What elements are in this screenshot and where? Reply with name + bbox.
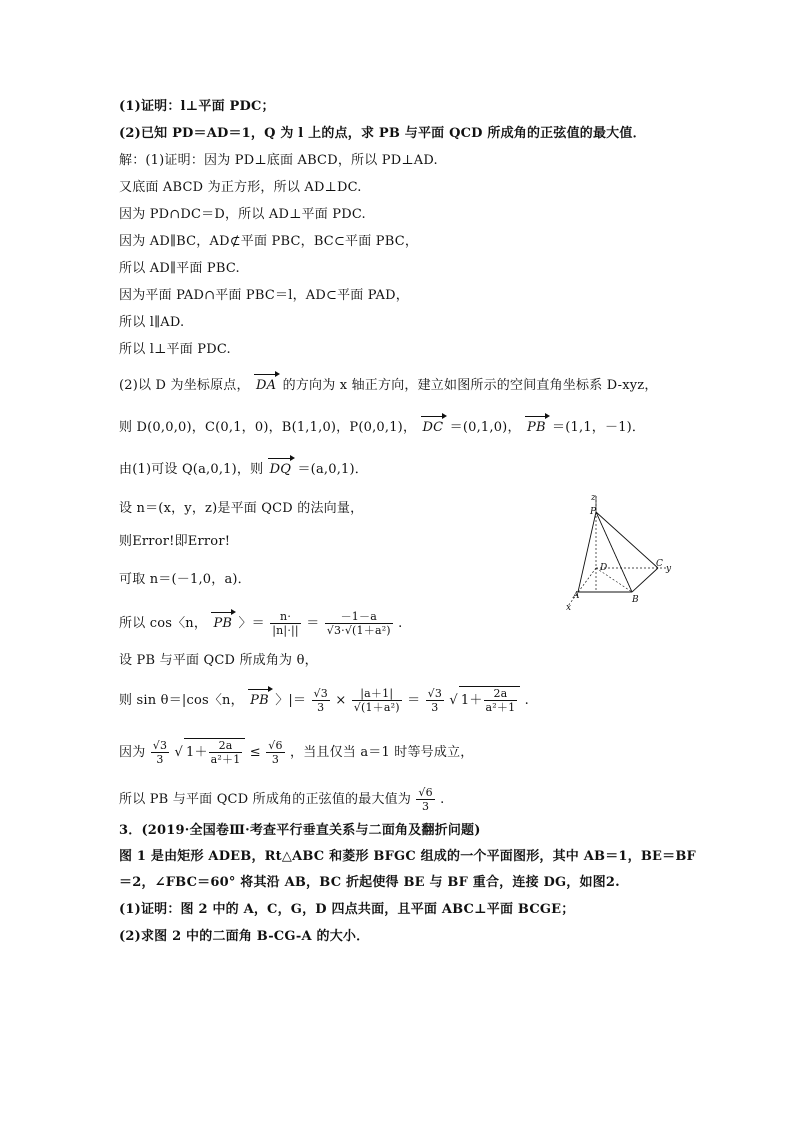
vector-pb: PB bbox=[213, 616, 233, 631]
text: 1＋ bbox=[460, 693, 483, 708]
solution-line-10 bbox=[119, 419, 645, 437]
label-x: x bbox=[566, 603, 572, 612]
sqrt-sign: √ bbox=[174, 745, 183, 760]
numerator: |a＋1| bbox=[352, 687, 402, 701]
label-b: B bbox=[632, 595, 639, 605]
numerator: √6 bbox=[418, 786, 433, 799]
question-3-line-4: (2)求图 2 中的二面角 B-CG-A 的大小． bbox=[119, 929, 370, 944]
text: 所以 cos〈n， bbox=[119, 616, 208, 631]
fraction bbox=[266, 739, 284, 766]
denominator: a²＋1 bbox=[485, 701, 516, 714]
solution-line-12: 设 n＝(x，y，z)是平面 QCD 的法向量， bbox=[119, 501, 364, 516]
question-3-title: 3．(2019·全国卷Ⅲ·考查平行垂直关系与二面角及翻折问题) bbox=[119, 823, 481, 838]
numerator: n· bbox=[270, 610, 301, 624]
question-3-line-1: 图 1 是由矩形 ADEB，Rt△ABC 和菱形 BFGC 组成的一个平面图形，其中 AB＝1，BE＝BF bbox=[119, 849, 696, 864]
denominator: 3 bbox=[156, 753, 164, 766]
fraction bbox=[484, 687, 518, 714]
solution-line-7: 所以 l∥AD. bbox=[119, 315, 185, 330]
sqrt-sign: √ bbox=[449, 693, 458, 708]
solution-line-15 bbox=[119, 610, 403, 637]
denominator: 3 bbox=[317, 701, 325, 714]
text: ＝ bbox=[306, 616, 320, 631]
text: . bbox=[398, 616, 403, 631]
pyramid-figure bbox=[560, 492, 680, 612]
numerator: 2a bbox=[484, 687, 518, 701]
text: . bbox=[524, 693, 529, 708]
solution-line-5: 所以 AD∥平面 PBC. bbox=[119, 261, 240, 276]
vector-dq: DQ bbox=[269, 462, 292, 477]
question-3-line-3: (1)证明：图 2 中的 A，C，G，D 四点共面，且平面 ABC⊥平面 BCGE； bbox=[119, 902, 575, 917]
numerator: √3 bbox=[152, 739, 168, 752]
text: 所以 PB 与平面 QCD 所成角的正弦值的最大值为 bbox=[119, 792, 412, 807]
fraction bbox=[325, 610, 393, 637]
edge-bc bbox=[632, 568, 658, 592]
denominator: 3 bbox=[422, 800, 430, 813]
text: 由(1)可设 Q(a,0,1)，则 bbox=[119, 462, 264, 477]
solution-line-19 bbox=[119, 786, 445, 813]
label-y: y bbox=[666, 564, 672, 574]
text: 因为 bbox=[119, 745, 146, 760]
label-c: C bbox=[656, 559, 663, 569]
vector-pb: PB bbox=[250, 693, 269, 708]
fraction bbox=[352, 687, 402, 714]
text: . bbox=[440, 792, 445, 807]
denominator: 3 bbox=[431, 701, 439, 714]
text: ≤ bbox=[249, 745, 261, 760]
solution-line-16: 设 PB 与平面 QCD 所成角为 θ， bbox=[119, 653, 318, 668]
label-p: P bbox=[590, 507, 597, 517]
solution-line-14: 可取 n＝(－1,0，a)． bbox=[119, 572, 251, 587]
text: 的方向为 x 轴正方向，建立如图所示的空间直角坐标系 D-xyz， bbox=[282, 378, 658, 393]
text: 则 sin θ＝|cos〈n， bbox=[119, 693, 244, 708]
fraction bbox=[312, 687, 330, 714]
solution-line-13: 则Error!即Error! bbox=[119, 534, 231, 549]
vector-dc: DC bbox=[422, 420, 444, 435]
vector-da: DA bbox=[256, 378, 277, 393]
solution-line-2: 又底面 ABCD 为正方形，所以 AD⊥DC. bbox=[119, 180, 362, 195]
text: ＝(a,0,1)． bbox=[297, 462, 368, 477]
solution-line-3: 因为 PD∩DC＝D，所以 AD⊥平面 PDC. bbox=[119, 207, 366, 222]
numerator: √3 bbox=[313, 687, 328, 700]
numerator: √3 bbox=[427, 687, 443, 700]
solution-line-11 bbox=[119, 461, 368, 479]
solution-line-17 bbox=[119, 686, 529, 714]
text: ＝ bbox=[407, 693, 421, 708]
numerator: －1－a bbox=[325, 610, 393, 624]
part-2-statement: (2)已知 PD＝AD＝1，Q 为 l 上的点，求 PB 与平面 QCD 所成角的正弦值的最大值． bbox=[119, 126, 646, 141]
denominator: √(1＋a²) bbox=[353, 701, 400, 714]
denominator: 3 bbox=[271, 753, 280, 766]
solution-line-9 bbox=[119, 377, 658, 395]
edge-pa bbox=[578, 512, 596, 592]
label-a: A bbox=[573, 591, 580, 601]
text: ＝(1,1，－1)． bbox=[552, 420, 646, 435]
denominator: |n|·|| bbox=[272, 624, 299, 637]
solution-line-18 bbox=[119, 738, 474, 766]
denominator: √3·√(1＋a²) bbox=[326, 624, 391, 637]
text: 〉＝ bbox=[238, 616, 265, 631]
label-d: D bbox=[600, 563, 608, 573]
label-z: z bbox=[591, 493, 596, 503]
solution-line-4: 因为 AD∥BC，AD⊄平面 PBC，BC⊂平面 PBC， bbox=[119, 234, 419, 249]
fraction bbox=[151, 739, 169, 766]
denominator: a²＋1 bbox=[210, 753, 241, 766]
solution-line-1: 解：(1)证明：因为 PD⊥底面 ABCD，所以 PD⊥AD. bbox=[119, 153, 438, 168]
text: (2)以 D 为坐标原点， bbox=[119, 378, 250, 393]
numerator: 2a bbox=[209, 739, 243, 753]
fraction bbox=[209, 739, 243, 766]
solution-line-8: 所以 l⊥平面 PDC. bbox=[119, 342, 231, 357]
text: 1＋ bbox=[186, 745, 208, 760]
fraction bbox=[270, 610, 301, 637]
fraction bbox=[426, 687, 444, 714]
numerator: √6 bbox=[268, 739, 283, 752]
fraction bbox=[416, 786, 434, 813]
text: ＝(0,1,0)， bbox=[449, 420, 521, 435]
question-3-line-2: ＝2，∠FBC＝60° 将其沿 AB，BC 折起使得 BE 与 BF 重合，连接 DG，如图2. bbox=[119, 875, 620, 890]
text: 〉|＝ bbox=[275, 693, 307, 708]
text: ，当且仅当 a＝1 时等号成立， bbox=[290, 745, 474, 760]
radicand bbox=[459, 686, 520, 714]
text: 则 D(0,0,0)，C(0,1，0)，B(1,1,0)，P(0,0,1)， bbox=[119, 420, 417, 435]
part-1-statement: (1)证明：l⊥平面 PDC； bbox=[119, 99, 275, 114]
text: × bbox=[335, 693, 347, 708]
edge-pc bbox=[596, 512, 658, 568]
vector-pb: PB bbox=[527, 420, 546, 435]
radicand bbox=[184, 738, 245, 766]
solution-line-6: 因为平面 PAD∩平面 PBC＝l，AD⊂平面 PAD， bbox=[119, 288, 409, 303]
